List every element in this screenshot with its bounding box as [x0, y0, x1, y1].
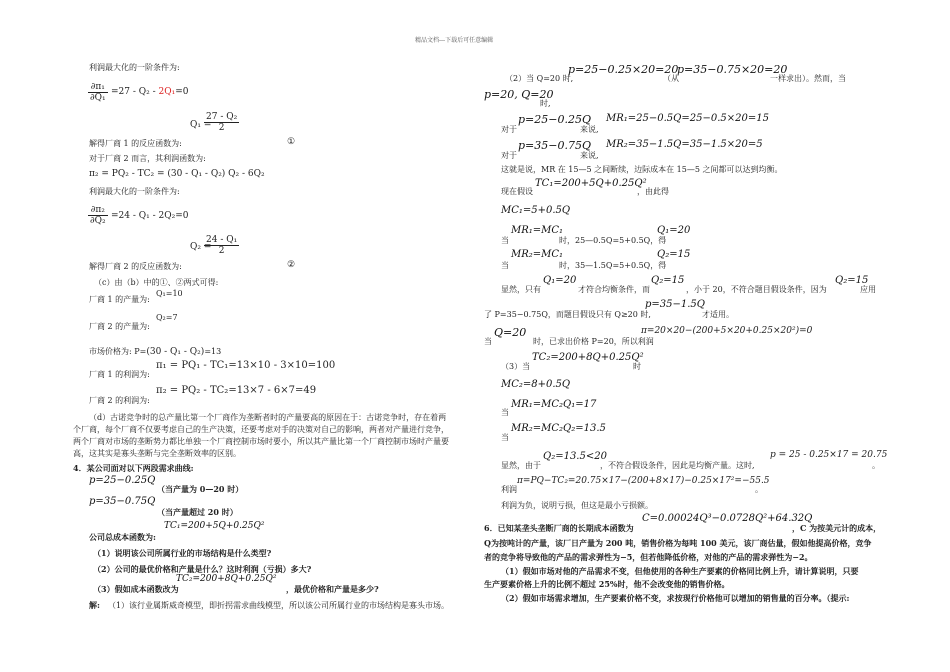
- text-line: 时，25—0.5Q=5+0.5Q，得: [559, 236, 667, 245]
- equation: Q₂=15: [657, 249, 691, 260]
- equation: π₂ = PQ₂ - TC₂ = (30 - Q₁ - Q₂) Q₂ - 6Q₂: [89, 169, 265, 179]
- equation: TC₁=200+5Q+0.25Q²: [535, 178, 647, 189]
- text-line: 利润: [501, 485, 517, 494]
- eq-part: =13: [204, 347, 222, 356]
- text-line: 利润最大化的一阶条件为:: [89, 187, 180, 196]
- equation-note: （当产量为 0—20 时）: [157, 484, 244, 494]
- answer-label: 解:: [89, 600, 100, 610]
- text-line: 来说,: [580, 151, 599, 160]
- text-line: 时，已求出价格 P=20，所以利润: [533, 337, 654, 346]
- text-line: 解得厂商 2 的反应函数为:: [89, 262, 182, 271]
- question-item: （1）假如市场对他的产品需求不变，但他使用的各种生产要素的价格同比例上升，请计算说明，只要: [501, 566, 859, 576]
- text-line: 这就是说，MR 在 15—5 之间断续，边际成本在 15—5 之间都可以达到均衡。: [501, 165, 783, 174]
- text-line: 才适用。: [702, 310, 734, 319]
- text-line: 显然，由于: [501, 461, 541, 470]
- paragraph-line: Q为按吨计的产量，该厂日产量为 200 吨，销售价格为每吨 100 美元，该厂商估量，假如他提高价格，竞争: [484, 538, 872, 548]
- equation: π₂ = PQ₂ - TC₂=13×7 - 6×7=49: [156, 385, 317, 396]
- equation: MC₂=8+0.5Q: [501, 379, 571, 390]
- equation-lhs: Q₂ =: [190, 242, 212, 252]
- text-part: 市场价格为: P=: [89, 347, 147, 356]
- equation: π=PQ−TC₂=20.75×17−(200+8×17)−0.25×17²=−55.5: [517, 476, 770, 486]
- text-line: 当: [484, 337, 492, 346]
- eq-part: =0: [175, 87, 189, 97]
- text-line: 才符合均衡条件，而: [578, 285, 650, 294]
- fraction: [204, 235, 239, 256]
- equation: [111, 88, 189, 97]
- equation: TC₁=200+5Q+0.25Q²: [164, 521, 265, 531]
- text-line: 时，35—1.5Q=5+0.5Q，得: [559, 261, 667, 270]
- equation: Q₂=13.5<20: [543, 451, 607, 462]
- paragraph-line: 个厂商，每个厂商不仅要考虑自己的生产决策，还要考虑对手的决策对自己的影响，两者对产量进行竞争，: [73, 425, 449, 434]
- equation: TC₂=200+8Q+0.25Q²: [176, 574, 277, 584]
- equation: MR₂=MC₁: [511, 249, 564, 260]
- equation: MR₁=25−0.5Q=25−0.5×20=15: [606, 113, 769, 124]
- text-line: 厂商 2 的利润为:: [89, 396, 150, 405]
- text-line: ，由此得: [637, 187, 669, 196]
- question-item: （2）假如市场需求增加，生产要素价格不变，求按现行价格他可以增加的销售量的百分率。（提示:: [501, 593, 850, 603]
- equation: MR₁=MC₁: [511, 225, 564, 236]
- text-line: 来说,: [580, 125, 599, 134]
- equation: Q₁=20: [657, 225, 691, 236]
- text-line: 时: [633, 362, 641, 371]
- paragraph-line: 高，这其实是寡头垄断与完全垄断效率的区别。: [73, 449, 241, 458]
- question-item: （3）假如成本函数改为: [93, 584, 179, 594]
- text-line: 当: [501, 261, 509, 270]
- text-line: ，不符合假设条件，因此是均衡产量。这时,: [600, 461, 755, 470]
- text-line: 对于厂商 2 而言，其利润函数为:: [89, 154, 206, 163]
- frac-den: 2: [204, 122, 239, 133]
- text-line: 时,: [540, 99, 551, 108]
- equation: π₁ = PQ₁ - TC₁=13×10 - 3×10=100: [156, 360, 336, 371]
- text-line: 显然，只有: [501, 285, 541, 294]
- question-item: 生产要素价格上升的比例不超过 25%时，他不会改变他的销售价格。: [484, 579, 730, 589]
- equation: p = 25 - 0.25×17 = 20.75: [770, 450, 888, 460]
- equation: C=0.00024Q³−0.0728Q²+64.32Q: [642, 513, 813, 524]
- text-line: 了 P=35−0.75Q，而题目假设只有 Q≥20 时,: [484, 310, 651, 319]
- text-line: 。: [872, 461, 880, 470]
- equation: p=25−0.25Q: [518, 113, 591, 126]
- equation: Q=20: [494, 326, 527, 339]
- equation: MR₁=MC₂Q₁=17: [511, 399, 597, 410]
- partial-fraction: [88, 205, 108, 226]
- question-item: （2）公司的最优价格和产量是什么？这时利润（亏损）多大?: [93, 564, 312, 574]
- frac-num: 24 - Q₁: [206, 235, 238, 245]
- paragraph-line: 者的竞争将导致他的产品的需求弹性为−5，但若他降低价格，对他的产品的需求弹性为−2。: [484, 552, 813, 562]
- text-line: 对于: [501, 125, 517, 134]
- text-line: 利润为负，说明亏损，但这是最小亏损额。: [501, 501, 653, 510]
- text-line: 厂商 2 的产量为:: [89, 322, 150, 331]
- page-header: 精品文档---下载后可任意编辑: [415, 37, 494, 44]
- equation-marker: ②: [287, 260, 296, 270]
- text-line: 当: [501, 433, 509, 442]
- equation: p=35−0.75Q: [518, 139, 591, 152]
- text-line: 厂商 1 的利润为:: [89, 370, 150, 379]
- frac-num: ∂π₁: [90, 82, 105, 92]
- text-line: [89, 348, 221, 357]
- frac-den: ∂Q₁: [90, 93, 106, 103]
- equation: Q₂=7: [156, 313, 178, 322]
- text-line: ，C 为按美元计的成本，: [792, 523, 882, 533]
- equation-marker: ①: [287, 137, 296, 147]
- equation: MR₂=MC₂Q₂=13.5: [511, 423, 606, 434]
- question-title: 4．某公司面对以下两段需求曲线:: [73, 463, 194, 473]
- text-line: 利润最大化的一阶条件为:: [89, 63, 180, 72]
- equation: π=20×20−(200+5×20+0.25×20²)=0: [641, 326, 813, 336]
- equation: MC₁=5+0.5Q: [501, 205, 571, 216]
- text-line: 对于: [501, 151, 517, 160]
- text-line: （从: [663, 74, 679, 83]
- fraction: [204, 112, 239, 133]
- text-line: 当: [501, 408, 509, 417]
- text-line: （3）当: [501, 362, 531, 371]
- paragraph-line: （d）古诺竞争时的总产量比第一个厂商作为垄断者时的产量要高的原因在于：古诺竞争时，存在着两: [89, 413, 447, 422]
- eq-part: =27 - Q₂ -: [111, 87, 159, 97]
- text-line: 解得厂商 1 的反应函数为:: [89, 139, 182, 148]
- frac-num: ∂π₂: [90, 205, 105, 215]
- equation: Q₁=10: [156, 289, 183, 298]
- equation-note: （当产量超过 20 时）: [157, 507, 238, 517]
- text-line: 一样求出）。然而，当: [770, 74, 846, 83]
- equation: MR₂=35−1.5Q=35−1.5×20=5: [606, 139, 763, 150]
- equation: p=35−0.75×20=20: [677, 63, 788, 76]
- question-item: ，最优价格和产量是多少?: [286, 584, 379, 594]
- equation: p=20, Q=20: [484, 88, 554, 101]
- text-line: （c）由（b）中的①、②两式可得:: [94, 278, 219, 287]
- text-line: 。: [755, 485, 763, 494]
- paragraph-line: 两个厂商对市场的垄断势力都比单独一个厂商控制市场时要小，所以其产量比第一个厂商控制市场时产量要: [73, 437, 449, 446]
- equation: Q₂=15: [835, 275, 869, 286]
- frac-num: 27 - Q₂: [206, 112, 238, 122]
- partial-fraction: [88, 82, 108, 103]
- eq-part-red: 2Q₁: [158, 87, 176, 97]
- equation-lhs: Q₁ =: [190, 120, 212, 130]
- text-line: 应用: [860, 285, 876, 294]
- text-line: 厂商 1 的产量为:: [89, 295, 150, 304]
- question-title: 6．已知某垄头垄断厂商的长期成本函数为: [484, 523, 634, 533]
- text-line: （2）当 Q=20 时,: [505, 74, 574, 83]
- answer-text: （1）该行业属斯威奇模型，即折拐需求曲线模型，所以该公司所属行业的市场结构是寡头市场。: [107, 601, 450, 610]
- frac-den: 2: [204, 245, 239, 256]
- equation: =24 - Q₁ - 2Q₂=0: [111, 211, 189, 221]
- text-line: 现在假设: [501, 187, 533, 196]
- equation: Q₁=20: [543, 275, 577, 286]
- frac-den: ∂Q₂: [90, 216, 106, 226]
- text-line: 公司总成本函数为:: [89, 532, 156, 542]
- answer-line: [89, 601, 449, 610]
- equation: p=35−1.5Q: [645, 299, 705, 310]
- question-item: （1）说明该公司所属行业的市场结构是什么类型?: [93, 548, 272, 558]
- eq-part: (30 - Q₁ - Q₂): [146, 347, 205, 357]
- equation: TC₂=200+8Q+0.25Q²: [532, 352, 644, 363]
- equation: p=25−0.25×20=20: [568, 63, 679, 76]
- equation: p=25−0.25Q: [89, 475, 156, 486]
- text-line: 当: [501, 236, 509, 245]
- equation: p=35−0.75Q: [89, 496, 156, 507]
- text-line: ，小于 20，不符合题目假设条件，因为: [686, 285, 827, 294]
- equation: Q₂=15: [651, 275, 685, 286]
